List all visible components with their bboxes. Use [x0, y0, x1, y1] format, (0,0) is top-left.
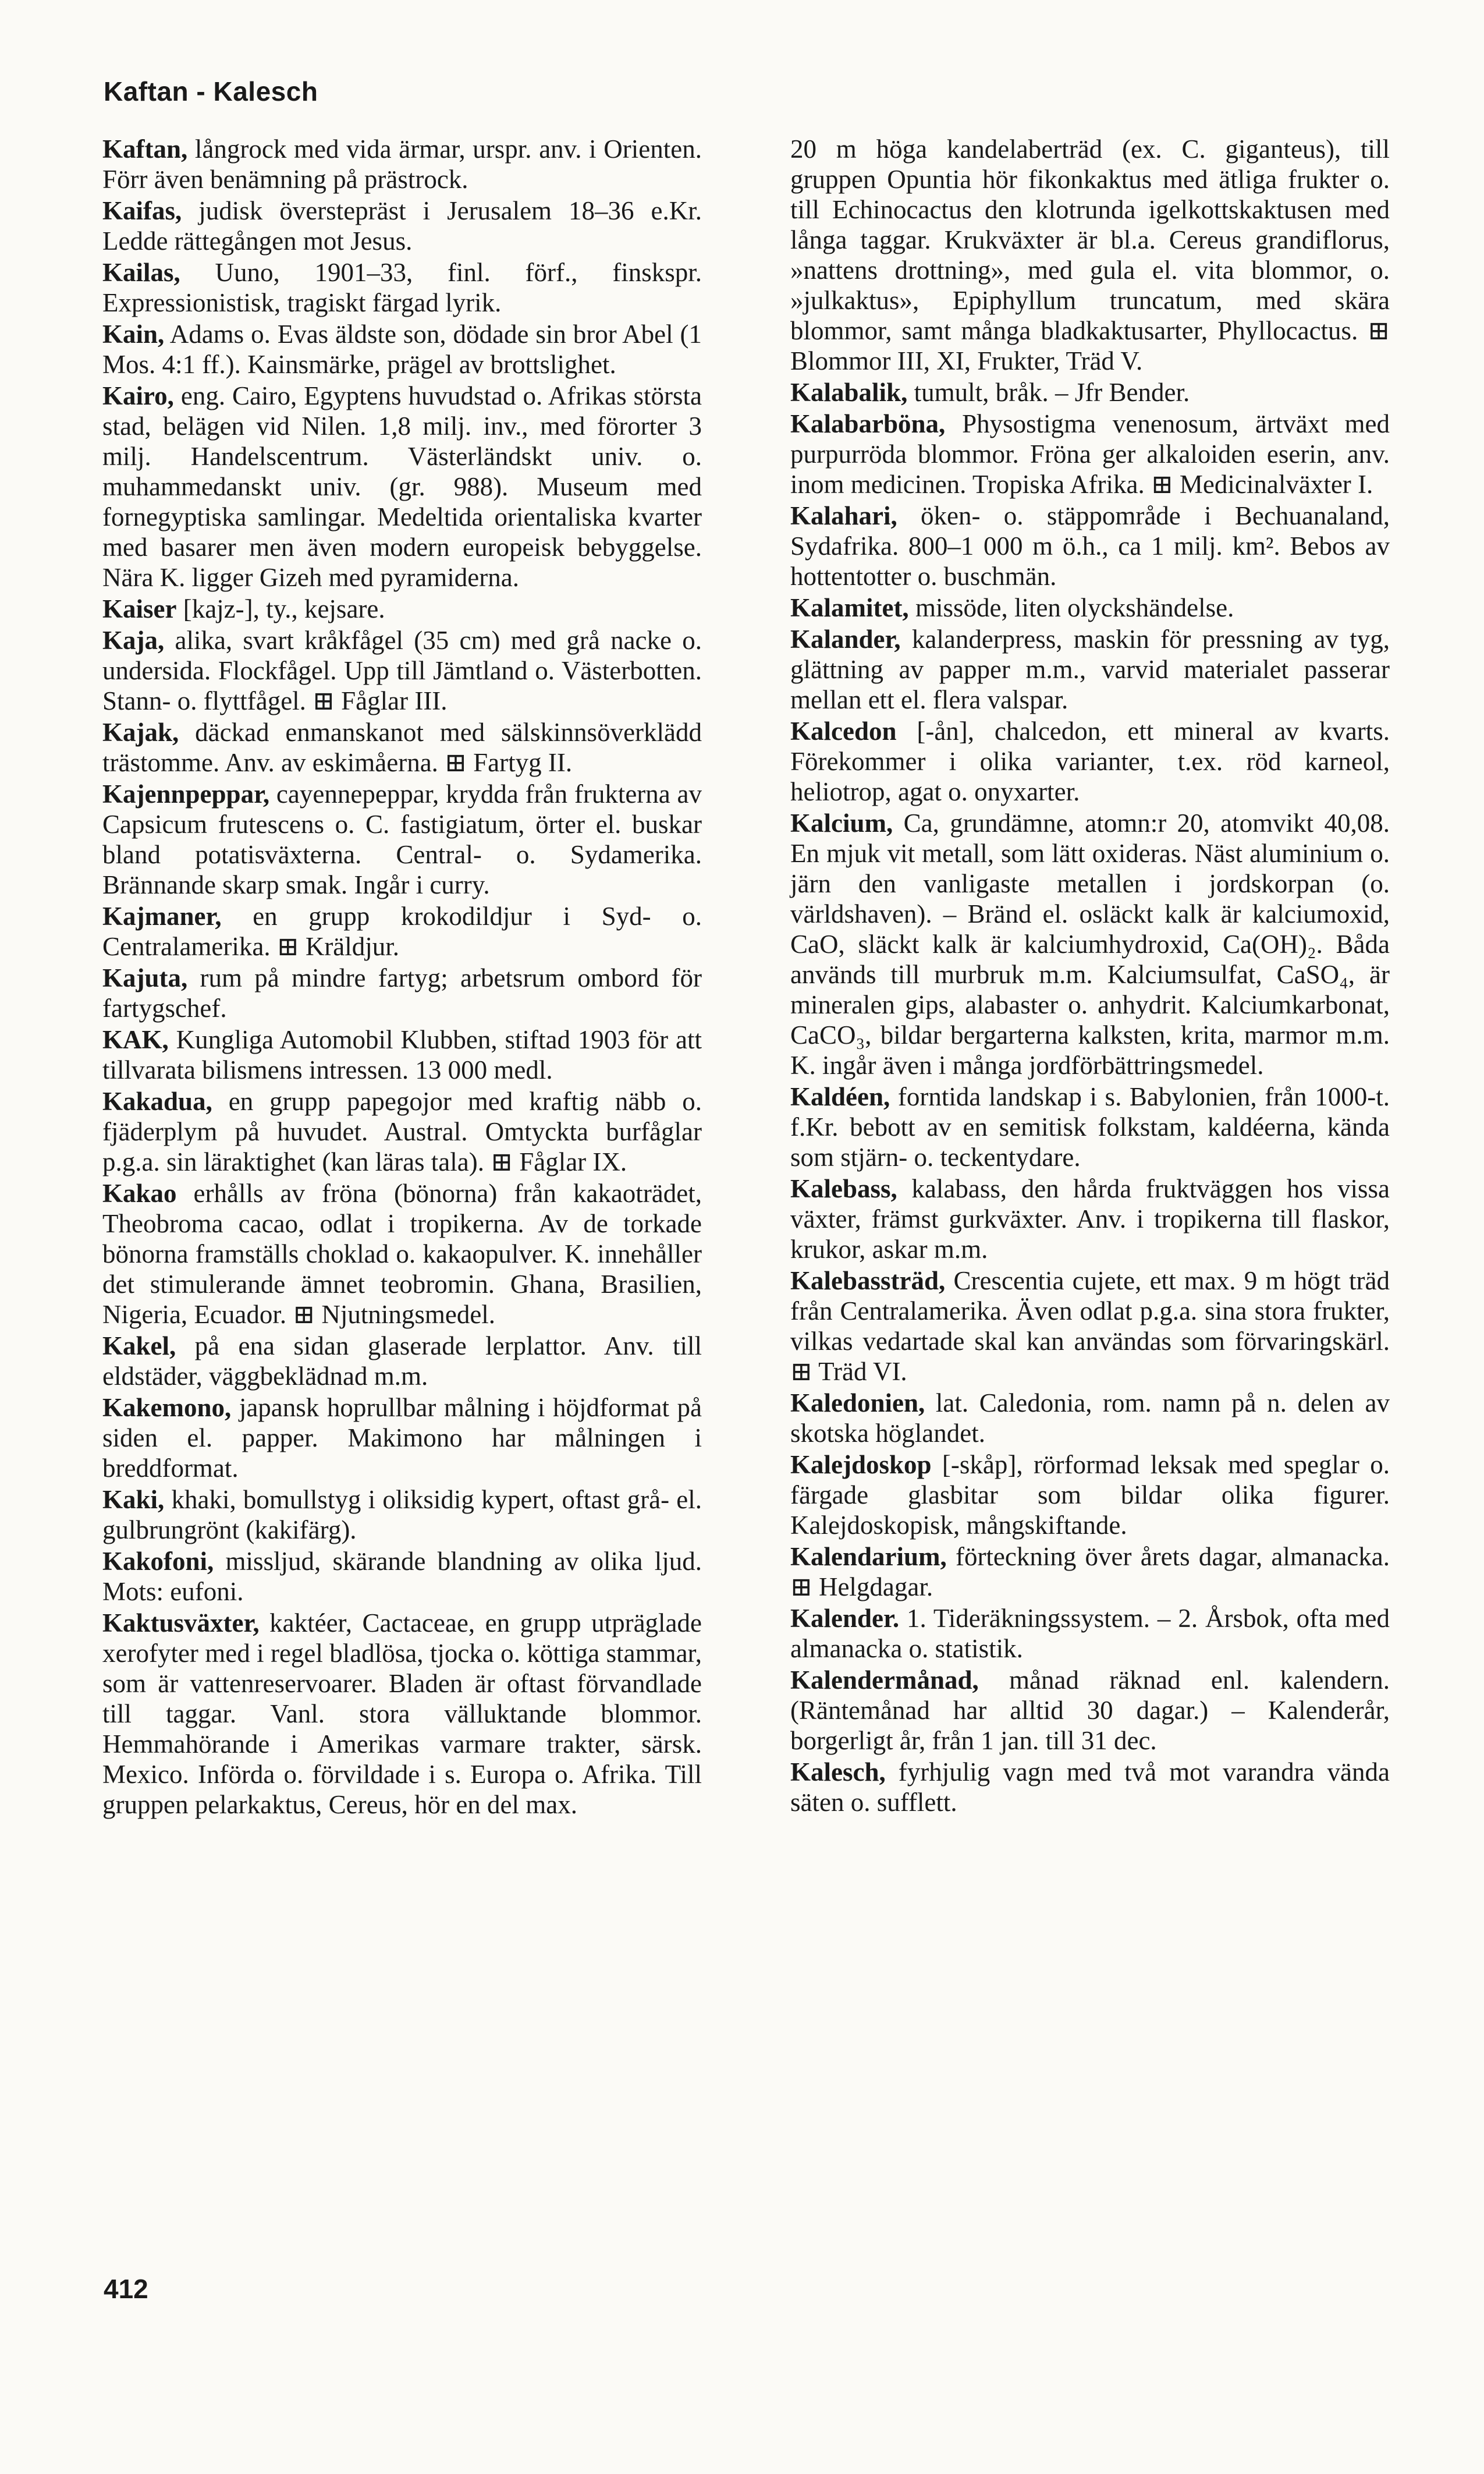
entry-headword: Kakadua,: [102, 1087, 212, 1116]
entry-headword: Kalabarböna,: [790, 409, 946, 438]
dictionary-entry: [102, 1392, 702, 1483]
entry-headword: Kakofoni,: [102, 1547, 214, 1576]
dictionary-entry: [790, 1665, 1390, 1756]
entry-headword: Kaftan,: [102, 134, 188, 164]
dictionary-entry: [102, 134, 702, 194]
dictionary-entry: [102, 1546, 702, 1607]
dictionary-entry: [790, 1082, 1390, 1172]
dictionary-entry: [102, 196, 702, 256]
dictionary-entry: [790, 1603, 1390, 1664]
entry-definition: japansk hoprullbar målning i höjdformat på siden el. papper. Makimono har målningen i breddformat.: [102, 1393, 702, 1483]
entry-definition: kalabass, den hårda fruktväggen hos vissa växter, främst gurkväxter. Anv. i tropikerna till flaskor, krukor, askar m.m.: [790, 1174, 1390, 1264]
entry-definition: lat. Caledonia, rom. namn på n. delen av skotska höglandet.: [790, 1388, 1390, 1448]
entry-headword: Kalendarium,: [790, 1542, 947, 1571]
dictionary-entry: [102, 319, 702, 380]
entry-headword: Kalendermånad,: [790, 1665, 979, 1695]
dictionary-entry: [790, 501, 1390, 591]
entry-definition: månad räknad enl. kalendern. (Räntemånad har alltid 30 dagar.) – Kalenderår, borgerligt år, från 1 jan. till 31 dec.: [790, 1665, 1390, 1755]
entry-definition: långrock med vida ärmar, urspr. anv. i Orienten. Förr även benämning på prästrock.: [102, 134, 702, 194]
entry-headword: Kailas,: [102, 258, 180, 287]
entry-definition: kaktéer, Cactaceae, en grupp utpräglade xerofyter med i regel bladlösa, tjocka o. köttiga stammar, som är vattenreservoarer. Bladen är oftast förvandlade till taggar. Vanl. stora välluktande blommor. Hemmahörande i Amerikas varmare trakter, särsk. Mexico. Införda o. förvildade i s. Europa o. Afrika. Till gruppen pelarkaktus, Cereus, hör en del max.: [102, 1608, 702, 1819]
dictionary-entry: [102, 1484, 702, 1545]
dictionary-entry: [102, 779, 702, 900]
entry-headword: Kajuta,: [102, 963, 188, 993]
dictionary-entry: [102, 901, 702, 962]
entry-headword: Kajennpeppar,: [102, 779, 270, 809]
dictionary-entry: [790, 1449, 1390, 1540]
dictionary-entry: [790, 1388, 1390, 1448]
running-head: Kaftan - Kalesch: [104, 76, 318, 107]
entry-definition: på ena sidan glaserade lerplattor. Anv. till eldstäder, väggbeklädnad m.m.: [102, 1331, 702, 1391]
entry-definition: eng. Cairo, Egyptens huvudstad o. Afrikas största stad, belägen vid Nilen. 1,8 milj. inv., med förorter 3 milj. Handelscentrum. Västerländskt univ. o. muhammedanskt univ. (gr. 988). Museum med fornegyptiska samlingar. Medeltida orientaliska kvarter med basarer men även modern europeisk bebyggelse. Nära K. ligger Gizeh med pyramiderna.: [102, 381, 702, 592]
dictionary-entry: [102, 594, 702, 624]
entry-definition: alika, svart kråkfågel (35 cm) med grå nacke o. undersida. Flockfågel. Upp till Jämtland o. Västerbotten. Stann- o. flyttfågel. ⊞ Fåglar III.: [102, 626, 702, 715]
entry-headword: Kakel,: [102, 1331, 176, 1360]
page-number: 412: [104, 2274, 148, 2304]
entry-definition: erhålls av fröna (bönorna) från kakaoträdet, Theobroma cacao, odlat i tropikerna. Av de torkade bönorna framställs choklad o. kakaopulver. K. innehåller det stimulerande ämnet teobromin. Ghana, Brasilien, Nigeria, Ecuador. ⊞ Njutningsmedel.: [102, 1179, 702, 1329]
entry-headword: Kaiser: [102, 594, 177, 623]
entry-headword: Kalebassträd,: [790, 1266, 946, 1295]
entry-definition: förteckning över årets dagar, almanacka. ⊞ Helgdagar.: [790, 1542, 1390, 1601]
right-column: [790, 134, 1390, 1819]
entry-headword: Kalender.: [790, 1604, 900, 1633]
entry-definition: cayennepeppar, krydda från frukterna av Capsicum frutescens o. C. fastigiatum, örter el. buskar bland potatisväxterna. Central- o. Sydamerika. Brännande skarp smak. Ingår i curry.: [102, 779, 702, 899]
entry-definition: 1. Tideräkningssystem. – 2. Årsbok, ofta med almanacka o. statistik.: [790, 1604, 1390, 1663]
entry-headword: Kaki,: [102, 1485, 165, 1514]
dictionary-entry: [102, 257, 702, 318]
dictionary-entry: [790, 409, 1390, 499]
entry-definition: en grupp krokodildjur i Syd- o. Centralamerika. ⊞ Kräldjur.: [102, 902, 702, 961]
dictionary-entry: [102, 1608, 702, 1820]
dictionary-entry: [790, 1757, 1390, 1817]
entry-headword: Kalebass,: [790, 1174, 897, 1203]
entry-headword: Kairo,: [102, 381, 174, 410]
entry-definition: [kajz-], ty., kejsare.: [176, 594, 385, 623]
entry-definition: forntida landskap i s. Babylonien, från 1000-t. f.Kr. bebott av en semitisk folkstam, kaldéerna, kända som stjärn- o. teckentydare.: [790, 1082, 1390, 1172]
dictionary-entry: [102, 1178, 702, 1330]
entry-headword: Kalesch,: [790, 1757, 886, 1787]
dictionary-entry: [790, 1174, 1390, 1264]
entry-headword: Kaifas,: [102, 196, 182, 225]
entry-headword: Kalahari,: [790, 501, 897, 530]
entry-headword: Kajmaner,: [102, 902, 222, 931]
entry-definition: öken- o. stäppområde i Bechuanaland, Sydafrika. 800–1 000 m ö.h., ca 1 milj. km². Bebos av hottentotter o. buschmän.: [790, 501, 1390, 591]
dictionary-entry: [790, 134, 1390, 376]
entry-definition: en grupp papegojor med kraftig näbb o. fjäderplym på huvudet. Austral. Omtyckta burfåglar p.g.a. sin läraktighet (kan läras tala). ⊞ Fåglar IX.: [102, 1087, 702, 1176]
entry-definition: Crescentia cujete, ett max. 9 m högt träd från Centralamerika. Även odlat p.g.a. sina stora frukter, vilkas vedartade skal kan användas som förvaringskärl. ⊞ Träd VI.: [790, 1266, 1390, 1386]
entry-headword: Kaldéen,: [790, 1082, 890, 1111]
entry-definition: [-ån], chalcedon, ett mineral av kvarts. Förekommer i olika varianter, t.ex. röd karneol, heliotrop, agat o. onyxarter.: [790, 717, 1390, 806]
entry-definition: Ca, grundämne, atomn:r 20, atomvikt 40,08. En mjuk vit metall, som lätt oxideras. Näst aluminium o. järn den vanligaste metallen i jordskorpan (o. världshaven). – Bränd el. osläckt kalk är kalciumoxid, CaO, släckt kalk är kalciumhydroxid, Ca(OH)₂. Båda används till murbruk m.m. Kalciumsulfat, CaSO₄, är mineralen gips, alabaster o. anhydrit. Kalciumkarbonat, CaCO₃, bildar bergarterna kalksten, krita, marmor m.m. K. ingår även i många jordförbättringsmedel.: [790, 809, 1390, 1080]
entry-definition: [-skåp], rörformad leksak med speglar o. färgade glasbitar som bildar olika figurer. Kalejdoskopisk, mångskiftande.: [790, 1450, 1390, 1540]
entry-headword: Kalejdoskop: [790, 1450, 932, 1479]
entry-headword: Kaja,: [102, 626, 165, 655]
dictionary-entry: [790, 808, 1390, 1080]
entry-headword: Kalabalik,: [790, 378, 908, 407]
dictionary-entry: [790, 1266, 1390, 1387]
entry-headword: Kajak,: [102, 718, 179, 747]
dictionary-entry: [102, 717, 702, 778]
entry-definition: Adams o. Evas äldste son, dödade sin bror Abel (1 Mos. 4:1 ff.). Kainsmärke, prägel av brottslighet.: [102, 320, 702, 379]
entry-definition: kalanderpress, maskin för pressning av tyg, glättning av papper m.m., varvid materialet passerar mellan ett el. flera valspar.: [790, 625, 1390, 714]
entry-definition: Kungliga Automobil Klubben, stiftad 1903 för att tillvarata bilismens intressen. 13 000 medl.: [102, 1025, 702, 1084]
entry-headword: Kaktusväxter,: [102, 1608, 260, 1637]
entry-definition: judisk överstepräst i Jerusalem 18–36 e.Kr. Ledde rättegången mot Jesus.: [102, 196, 702, 256]
entry-definition: rum på mindre fartyg; arbetsrum ombord för fartygschef.: [102, 963, 702, 1023]
dictionary-entry: [790, 716, 1390, 807]
dictionary-entry: [790, 377, 1390, 407]
entry-definition: missöde, liten olyckshändelse.: [908, 593, 1234, 622]
left-column: [102, 134, 702, 1821]
entry-definition: 20 m höga kandelaberträd (ex. C. giganteus), till gruppen Opuntia hör fikonkaktus med ätliga frukter o. till Echinocactus den klotrunda igelkottskaktusen med långa taggar. Krukväxter är bl.a. Cereus grandiflorus, »nattens drottning», med gula el. vita blommor, o. »julkaktus», Epiphyllum truncatum, med skära blommor, samt många bladkaktusarter, Phyllocactus. ⊞ Blommor III, XI, Frukter, Träd V.: [790, 134, 1390, 375]
entry-definition: däckad enmanskanot med sälskinnsöverklädd trästomme. Anv. av eskimåerna. ⊞ Fartyg II.: [102, 718, 702, 777]
dictionary-entry: [102, 963, 702, 1023]
dictionary-entry: [102, 381, 702, 593]
dictionary-entry: [102, 1331, 702, 1391]
entry-headword: Kaledonien,: [790, 1388, 925, 1417]
entry-headword: Kakemono,: [102, 1393, 232, 1422]
dictionary-entry: [102, 1025, 702, 1085]
dictionary-entry: [102, 625, 702, 716]
entry-headword: Kalamitet,: [790, 593, 909, 622]
entry-headword: Kalander,: [790, 625, 901, 654]
entry-definition: tumult, bråk. – Jfr Bender.: [907, 378, 1190, 407]
entry-headword: Kalcium,: [790, 809, 893, 838]
entry-definition: Physostigma venenosum, ärtväxt med purpurröda blommor. Fröna ger alkaloiden eserin, anv. inom medicinen. Tropiska Afrika. ⊞ Medicinalväxter I.: [790, 409, 1390, 499]
dictionary-entry: [790, 1541, 1390, 1602]
entry-headword: Kalcedon: [790, 717, 897, 746]
dictionary-entry: [790, 624, 1390, 715]
dictionary-entry: [102, 1086, 702, 1177]
entry-headword: Kain,: [102, 320, 165, 349]
dictionary-entry: [790, 593, 1390, 623]
entry-definition: khaki, bomullstyg i oliksidig kypert, oftast grå- el. gulbrungrönt (kakifärg).: [102, 1485, 702, 1544]
entry-definition: Uuno, 1901–33, finl. förf., finskspr. Expressionistisk, tragiskt färgad lyrik.: [102, 258, 702, 317]
entry-headword: Kakao: [102, 1179, 177, 1208]
entry-definition: missljud, skärande blandning av olika ljud. Mots: eufoni.: [102, 1547, 702, 1606]
entry-definition: fyrhjulig vagn med två mot varandra vända säten o. sufflett.: [790, 1757, 1390, 1817]
entry-headword: KAK,: [102, 1025, 169, 1054]
